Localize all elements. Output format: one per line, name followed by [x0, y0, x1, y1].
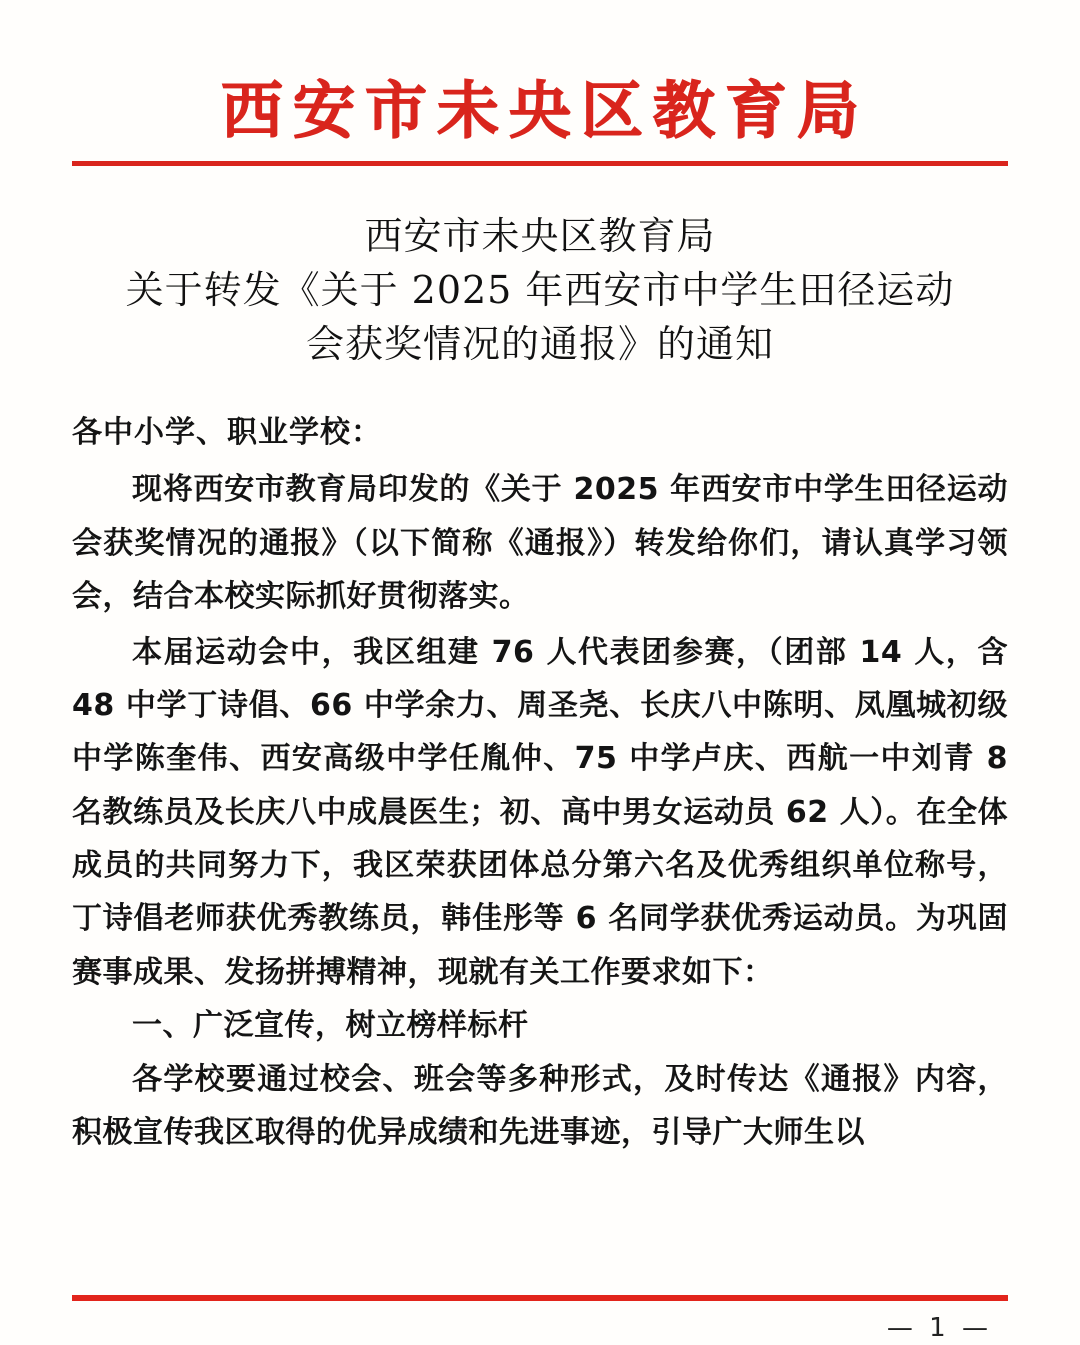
- body-paragraph-2: 本届运动会中，我区组建 76 人代表团参赛，（团部 14 人，含 48 中学丁诗倡、66 中学余力、周圣尧、长庆八中陈明、凤凰城初级中学陈奎伟、西安高级中学任胤仲、75 中学卢庆、西航一中刘青 8 名教练员及长庆八中成晨医生；初、高中男女运动员 62 人）。在全体成员的共同努力下，我区荣获团体总分第六名及优秀组织单位称号，丁诗倡老师获优秀教练员，韩佳彤等 6 名同学获优秀运动员。为巩固赛事成果、发扬拼搏精神，现就有关工作要求如下：: [72, 634, 1008, 990]
- masthead: [72, 0, 1008, 166]
- document-title-line-3: 会获奖情况的通报》的通知: [305, 322, 774, 366]
- page-number: — 1 —: [886, 1313, 992, 1343]
- body-paragraph-3: 各学校要通过校会、班会等多种形式，及时传达《通报》内容，积极宣传我区取得的优异成绩和先进事迹，引导广大师生以: [72, 1061, 1008, 1151]
- masthead-divider: [72, 161, 1008, 166]
- footer-divider: [72, 1295, 1008, 1301]
- document-title-line-1: 西安市未央区教育局: [364, 214, 716, 259]
- body-paragraph-1: 现将西安市教育局印发的《关于 2025 年西安市中学生田径运动会获奖情况的通报》（以下简称《通报》）转发给你们，请认真学习领会，结合本校实际抓好贯彻落实。: [72, 472, 1008, 615]
- document-body: [72, 406, 1008, 1159]
- document-title-line-2: 关于转发《关于 2025 年西安市中学生田径运动: [125, 268, 955, 313]
- document-title: [72, 210, 1008, 372]
- salutation: 各中小学、职业学校：: [72, 414, 382, 450]
- masthead-issuer-title: 西安市未央区教育局: [220, 74, 869, 147]
- section-heading-1: 一、广泛宣传，树立榜样标杆: [132, 1008, 529, 1044]
